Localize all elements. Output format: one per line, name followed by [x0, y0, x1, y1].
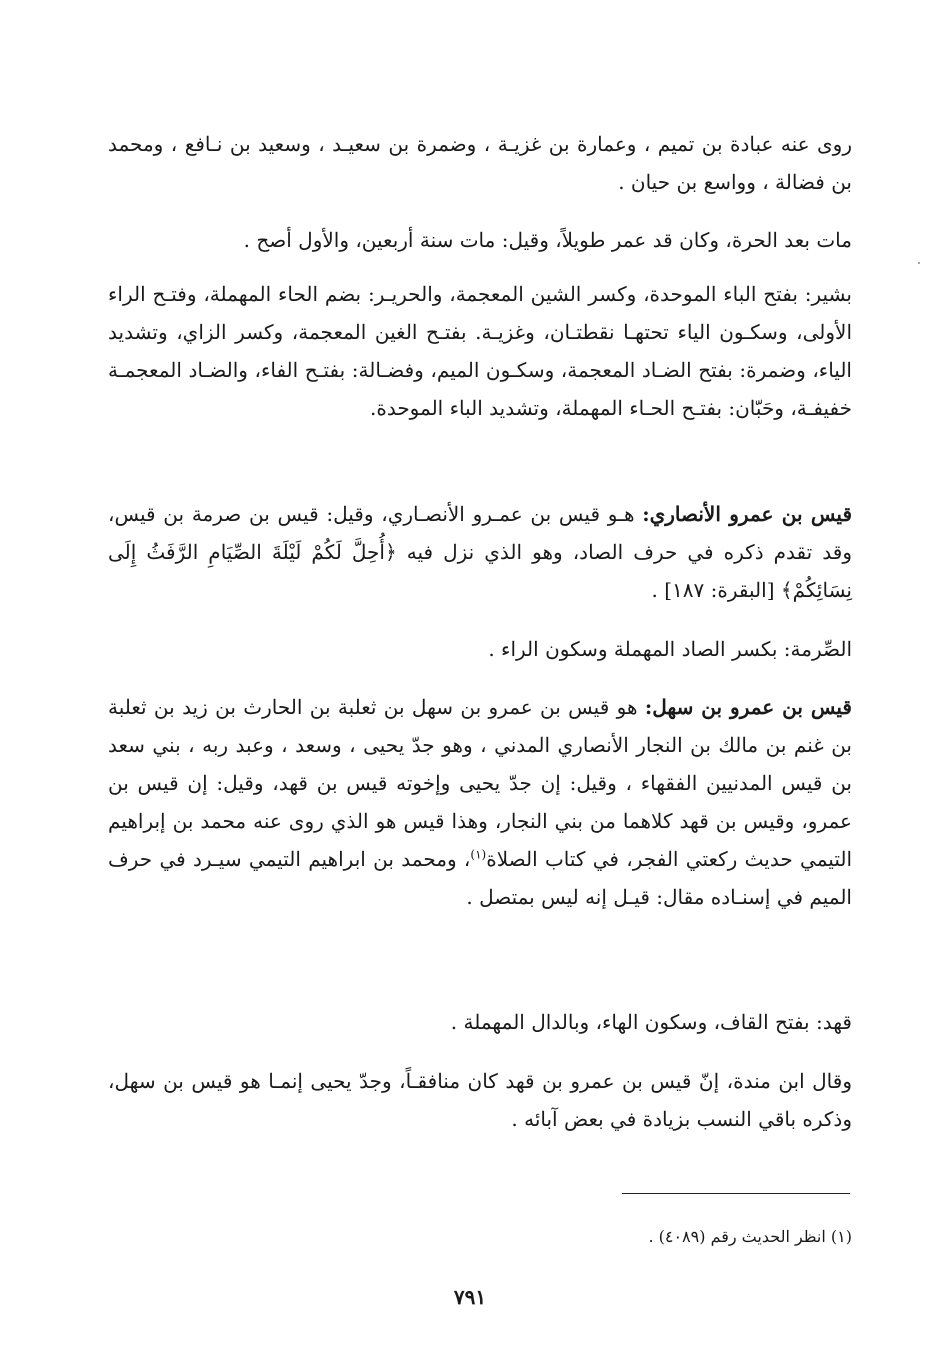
- scan-speck: [918, 262, 920, 264]
- paragraph-sirma-note: [108, 630, 852, 668]
- entry-text-continued: ، ومحمد بن ابراهيم التيمي سيـرد في حرف الميم في إسنـاده مقال: قيـل إنه ليس بمتصل .: [108, 847, 852, 909]
- paragraph-text: بشير: بفتح الباء الموحدة، وكسر الشين المعجمة، والحريـر: بضم الحاء المهملة، وفتـح الراء الأولى، وسكـون الياء تحتهـا نقطتـان، وغزيـة. بفتـح الغين المعجمة، وكسر الزاي، وتشديد الياء، وضمرة: بفتح الضـاد المعجمة، وسكـون الميم، وفضـالة: بفتـح الفاء، والضـاد المعجمـة خفيفـة، وحَبّان: بفتـح الحـاء المهملة، وتشديد الباء الموحدة.: [108, 282, 852, 420]
- paragraph-vocalization-notes: [108, 275, 852, 427]
- entry-text: هو قيس بن عمرو بن سهل بن ثعلبة بن الحارث بن زيد بن ثعلبة بن غنم بن مالك بن النجار الأنصاري المدني ، وهو جدّ يحيى ، وسعد ، وعبد ربه ، بني سعد بن قيس المدنيين الفقهاء ، وقيل: إن جدّ يحيى وإخوته قيس بن قهد، وقيل: إن قيس بن عمرو، وقيس بن قهد كلاهما من بني النجار، وهذا قيس هو الذي روى عنه محمد بن إبراهيم التيمي حديث ركعتي الفجر، في كتاب الصلاة: [108, 695, 853, 871]
- entry-heading: قيس بن عمرو بن سهل:: [644, 695, 852, 719]
- paragraph-qahd-note: [108, 1003, 852, 1041]
- paragraph-text: وقال ابن مندة، إنّ قيس بن عمرو بن قهد كان منافقـاً، وجدّ يحيى إنمـا هو قيس بن سهل، وذكره باقي النسب بزيادة في بعض آبائه .: [108, 1069, 852, 1131]
- footnote: (١) انظر الحديث رقم (٤٠٨٩) .: [648, 1227, 852, 1246]
- footnote-divider: [622, 1193, 850, 1194]
- paragraph-text: روى عنه عبادة بن تميم ، وعمارة بن غزيـة ، وضمرة بن سعيـد ، وسعيد بن نـافع ، ومحمد بن فضالة ، وواسع بن حيان .: [108, 132, 852, 194]
- paragraph-death: [108, 221, 852, 259]
- entry-heading: قيس بن عمرو الأنصاري:: [642, 502, 853, 526]
- page-number: ٧٩١: [453, 1285, 487, 1309]
- paragraph-text: الصِّرمة: بكسر الصاد المهملة وسكون الراء .: [488, 637, 852, 661]
- footnote-reference[interactable]: (١): [470, 847, 487, 862]
- paragraph-text: مات بعد الحرة، وكان قد عمر طويلاً، وقيل: مات سنة أربعين، والأول أصح .: [243, 228, 852, 252]
- entry-text: هـو قيس بن عمـرو الأنصـاري، وقيل: قيس بن صرمة بن قيس، وقد تقدم ذكره في حرف الصاد، وهو الذي نزل فيه ﴿أُحِلَّ لَكُمْ لَيْلَةَ الصِّيَامِ الرَّفَثُ إِلَى نِسَائِكُمْ﴾ [البقرة: ١٨٧] .: [108, 502, 852, 602]
- entry-qays-ibn-amr-ansari: [108, 495, 852, 609]
- entry-qays-ibn-amr-ibn-sahl: [108, 688, 852, 916]
- paragraph-narrators: [108, 125, 852, 201]
- paragraph-text: قهد: بفتح القاف، وسكون الهاء، وبالدال المهملة .: [450, 1010, 852, 1034]
- paragraph-ibn-manda: [108, 1062, 852, 1138]
